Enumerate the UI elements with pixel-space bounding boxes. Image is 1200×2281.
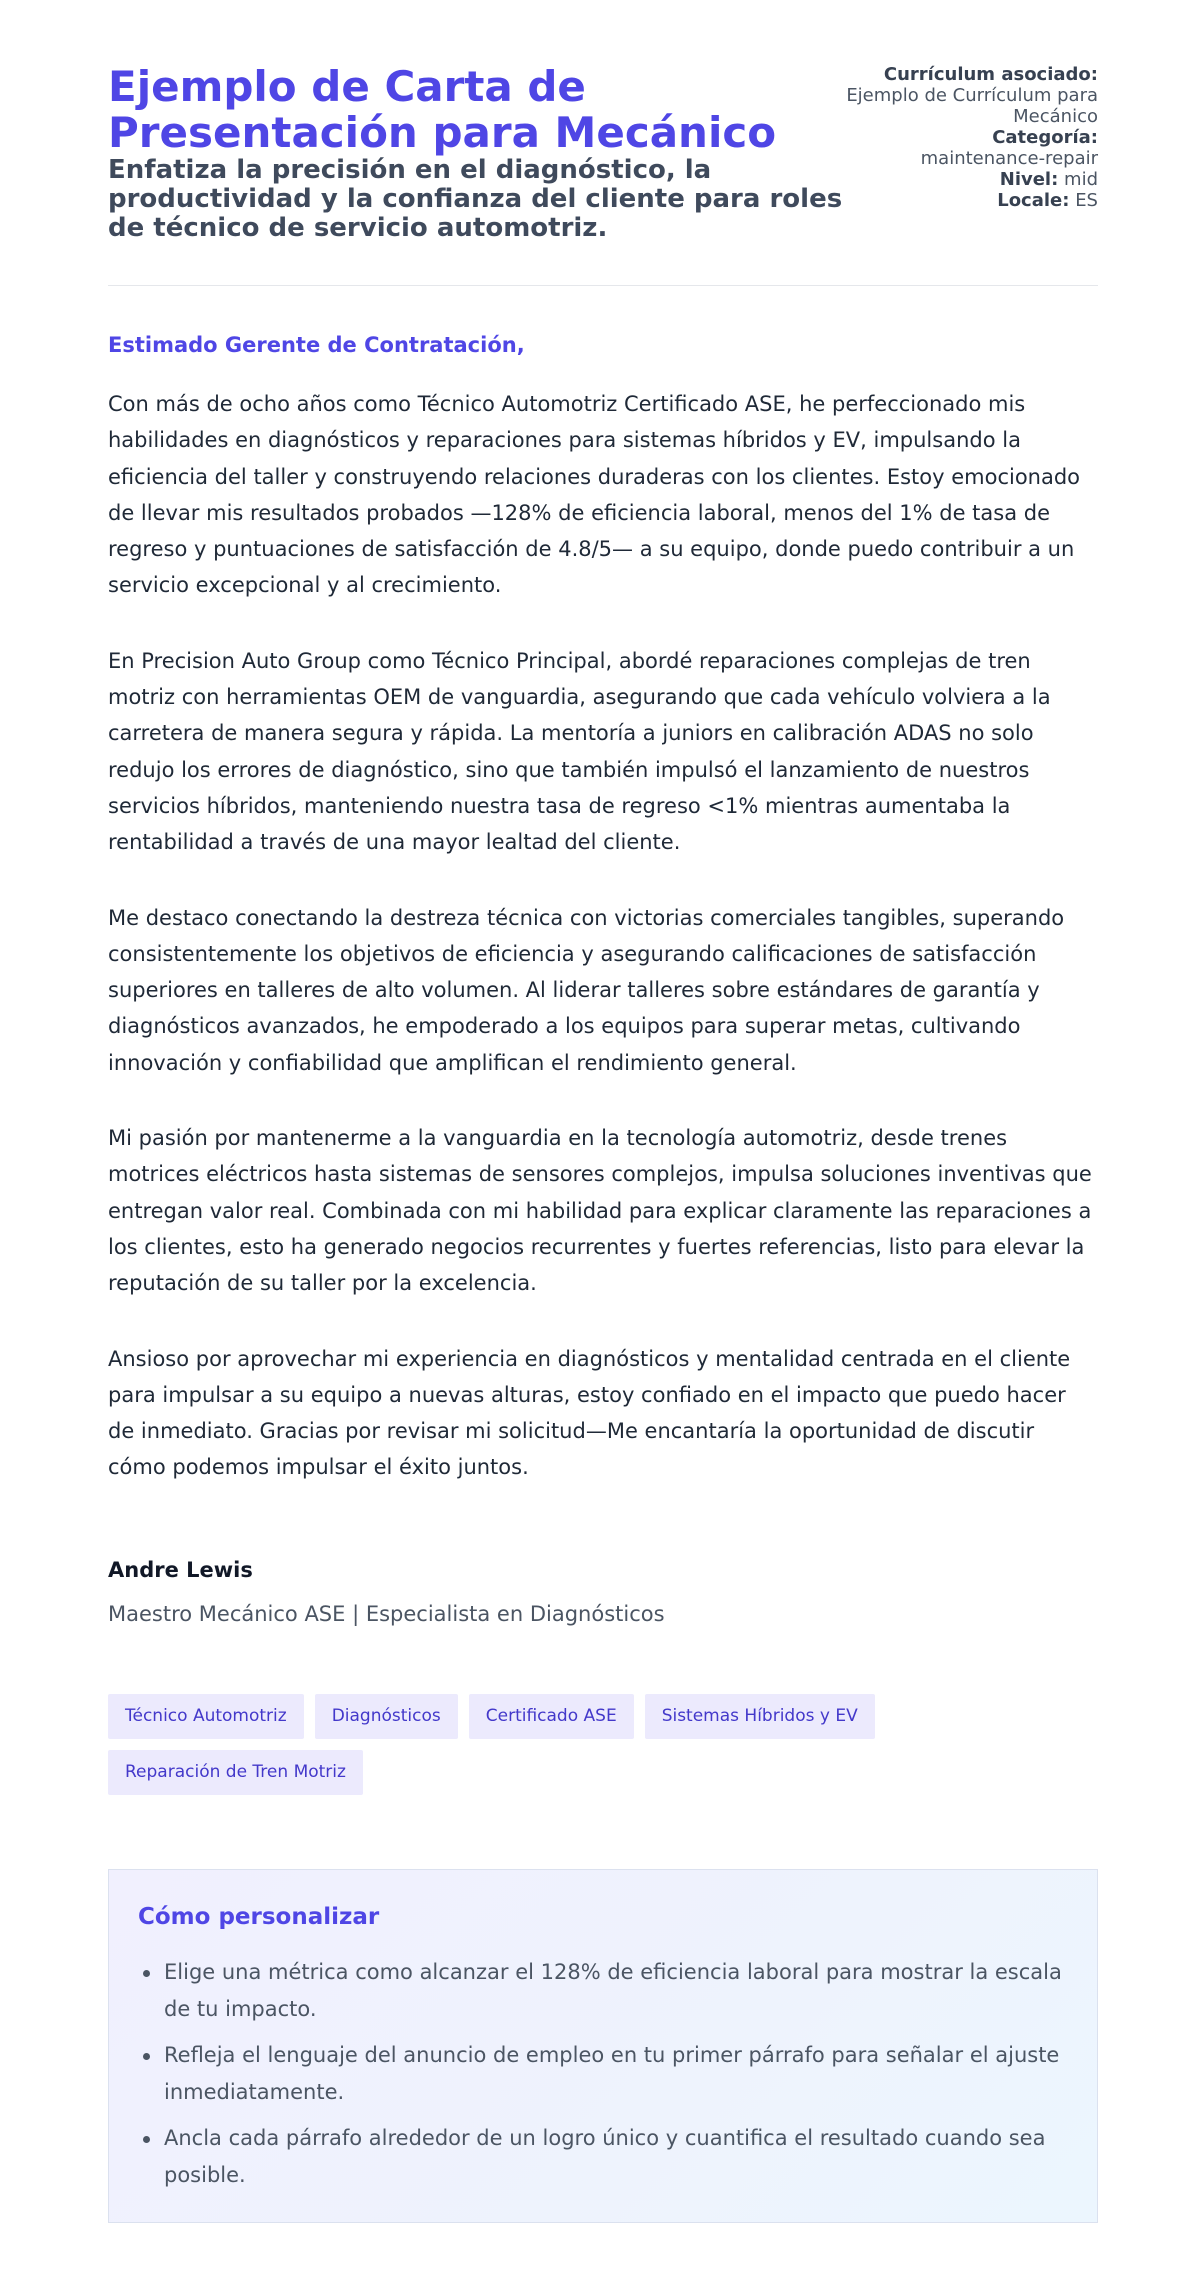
tips-title: Cómo personalizar [138,1904,380,1930]
tag-chip: Técnico Automotriz [108,1694,304,1739]
meta-level-label: Nivel: [999,169,1059,190]
tag-chip: Certificado ASE [469,1694,634,1739]
letter-paragraph: Mi pasión por mantenerme a la vanguardia en la tecnología automotriz, desde trenes motrices eléctricos hasta sistemas de sensores complejos, impulsa soluciones inventivas que entregan valor real. Combinada con mi habilidad para explicar claramente las reparaciones a los clientes, esto ha generado negocios recurrentes y fuertes referencias, listo para elevar la reputación de su taller por la excelencia. [108,1126,1092,1296]
meta-level-value: mid [1064,169,1098,190]
tag-chip: Diagnósticos [315,1694,458,1739]
meta-locale-label: Locale: [997,190,1070,211]
meta-locale [838,190,1098,211]
letter-paragraph: Ansioso por aprovechar mi experiencia en diagnósticos y mentalidad centrada en el cliente para impulsar a su equipo a nuevas alturas, estoy confiado en el impacto que puedo hacer de inmediato. Gracias por revisar mi solicitud—Me encantaría la oportunidad de discutir cómo podemos impulsar el éxito juntos. [108,1346,1071,1480]
meta-resume-value: Ejemplo de Currículum para Mecánico [846,85,1098,127]
page-subtitle: Enfatiza la precisión en el diagnóstico, la productividad y la confianza del cliente para roles de técnico de servicio automotriz. [108,155,843,243]
tips-list-item: Elige una métrica como alcanzar el 128% de eficiencia laboral para mostrar la escala de tu impacto. [164,1954,1094,2028]
customize-tips-box [108,1869,1098,2223]
letter-paragraph: En Precision Auto Group como Técnico Principal, abordé reparaciones complejas de tren motriz con herramientas OEM de vanguardia, asegurando que cada vehículo volviera a la carretera de manera segura y rápida. La mentoría a juniors en calibración ADAS no solo redujo los errores de diagnóstico, sino que también impulsó el lanzamiento de nuestros servicios híbridos, manteniendo nuestra tasa de regreso <1% mientras aumentaba la rentabilidad a través de una mayor lealtad del cliente. [108,648,1051,855]
meta-panel [838,64,1098,211]
meta-category-label: Categoría: [992,127,1098,148]
signature-name: Andre Lewis [108,1558,253,1582]
letter-paragraph: Con más de ocho años como Técnico Automotriz Certificado ASE, he perfeccionado mis habilidades en diagnósticos y reparaciones para sistemas híbridos y EV, impulsando la eficiencia del taller y construyendo relaciones duraderas con los clientes. Estoy emocionado de llevar mis resultados probados —128% de eficiencia laboral, menos del 1% de tasa de regreso y puntuaciones de satisfacción de 4.8/5— a su equipo, donde puedo contribuir a un servicio excepcional y al crecimiento. [108,392,1081,598]
page-title: Ejemplo de Carta de Presentación para Mecánico [108,62,777,157]
tips-list [138,1954,1094,2203]
meta-resume [838,64,1098,127]
tips-list-item: Ancla cada párrafo alrededor de un logro único y cuantifica el resultado cuando sea posible. [164,2120,1094,2194]
tips-list-item: Refleja el lenguaje del anuncio de empleo en tu primer párrafo para señalar el ajuste inmediatamente. [164,2037,1094,2111]
letter-body [108,386,1098,1525]
tag-chip: Sistemas Híbridos y EV [645,1694,875,1739]
meta-locale-value: ES [1075,190,1098,211]
tag-list [108,1694,1098,1795]
salutation: Estimado Gerente de Contratación, [108,333,525,357]
cover-letter-page [108,0,1098,2187]
tag-chip: Reparación de Tren Motriz [108,1750,363,1795]
page-header [108,0,1098,286]
meta-resume-label: Currículum asociado: [883,64,1098,85]
signature-role: Maestro Mecánico ASE | Especialista en Diagnósticos [108,1602,665,1626]
meta-category [838,127,1098,169]
meta-level [838,169,1098,190]
meta-category-value: maintenance-repair [920,148,1098,169]
letter-paragraph: Me destaco conectando la destreza técnica con victorias comerciales tangibles, superando consistentemente los objetivos de eficiencia y asegurando calificaciones de satisfacción superiores en talleres de alto volumen. Al liderar talleres sobre estándares de garantía y diagnósticos avanzados, he empoderado a los equipos para superar metas, cultivando innovación y confiabilidad que amplifican el rendimiento general. [108,905,1065,1075]
